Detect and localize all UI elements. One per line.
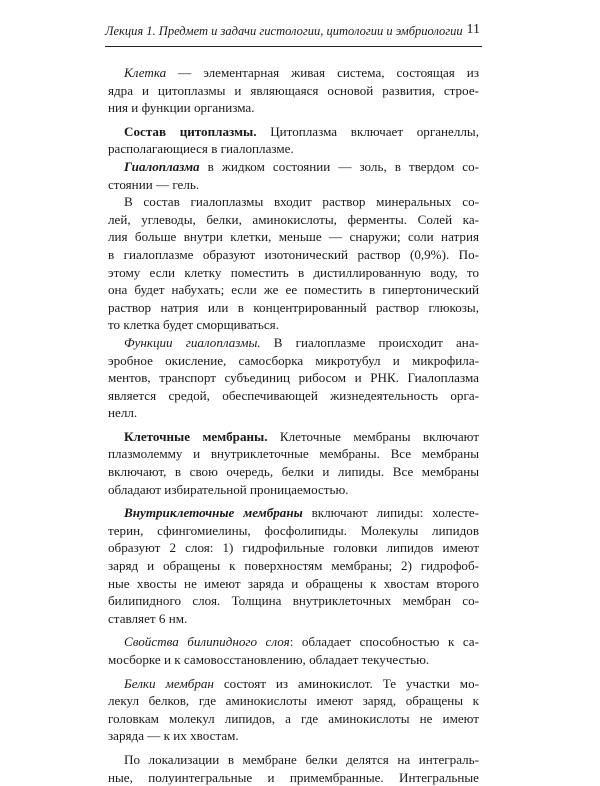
text-line: Белки мембран состоят из аминокислот. Те участки мо-	[124, 675, 479, 691]
text-line: По локализации в мембране белки делятся на интеграль-	[124, 751, 479, 767]
text-line: Клеточные мембраны. Клеточные мембраны включают	[124, 428, 480, 444]
text-line: ные, полуинтегральные и примембранные. Интегральные	[108, 769, 479, 785]
text-line: лей, углеводы, белки, аминокислоты, ферменты. Солей ка-	[108, 211, 479, 227]
text-line: ные хвосты не имеют заряда и обращены к хвостам второго	[108, 575, 479, 591]
heading-sostav-citoplazmy: Состав цитоплазмы.	[124, 123, 257, 139]
text-line: стоянии — гель.	[108, 176, 200, 192]
text-line: ставляет 6 нм.	[108, 610, 188, 626]
text-line: этому если клетку поместить в дистиллированную воду, то	[108, 264, 479, 280]
page-number: 11	[466, 22, 480, 37]
text-line: В состав гиалоплазмы входит раствор минеральных со-	[124, 194, 479, 210]
text-line: плазмолемму и внутриклеточные мембраны. Все мембраны	[108, 446, 479, 462]
text-line: заряда — к их хвостам.	[108, 728, 239, 744]
text-line: ментов, транспорт субъединиц рибосом и РНК. Гиалоплазма	[108, 370, 479, 386]
term-svoistva-bilipidnogo-sloya: Свойства билипидного слоя	[124, 634, 290, 650]
text-line: головкам молекул липидов, а где аминокислоты не имеют	[108, 710, 479, 726]
text-line: нелл.	[108, 405, 138, 421]
text-line: ния и функции организма.	[108, 100, 255, 116]
text-line: обладают избирательной проницаемостью.	[108, 481, 349, 497]
text-line: Свойства билипидного слоя: обладает способностью к са-	[124, 634, 479, 650]
text-line: лия больше внутри клетки, меньше — снаружи; соли натрия	[108, 229, 479, 245]
running-header	[105, 22, 482, 47]
text-line: Клетка — элементарная живая система, состоящая из	[124, 65, 479, 80]
text-line: ядра и цитоплазмы и являющаяся основой развития, строе-	[108, 82, 479, 98]
text-line: она будет набухать; если же ее поместить в гипертонический	[108, 282, 479, 298]
text-line: Внутриклеточные мембраны включают липиды: холесте-	[124, 505, 479, 521]
term-vnutrikletochnye-membrany: Внутриклеточные мембраны	[124, 505, 303, 521]
text-line: терин, сфингомиелины, фосфолипиды. Молекулы липидов	[108, 522, 479, 538]
text-line: то клетка будет сморщиваться.	[108, 317, 279, 333]
running-header-title: Лекция 1. Предмет и задачи гистологии, цитологии и эмбриологии	[105, 24, 463, 38]
body-text	[108, 64, 479, 786]
text-line: эробное окисление, самосборка микротубул и микрофила-	[108, 352, 479, 368]
heading-kletochnye-membrany: Клеточные мембраны.	[124, 428, 268, 444]
term-funkcii-gialoplazmy: Функции гиалоплазмы.	[124, 334, 261, 350]
text-line: лекул белков, где аминокислоты имеют заряд, обращены к	[108, 693, 479, 709]
text-line: образуют 2 слоя: 1) гидрофильные головки липидов имеют	[108, 540, 479, 556]
text-line: раствор натрия или в концентрированный раствор глюкозы,	[108, 299, 479, 315]
text-line: располагающиеся в гиалоплазме.	[108, 141, 294, 157]
text-line: в гиалоплазме образуют изотонический раствор (0,9%). По-	[108, 246, 479, 262]
term-belki-membran: Белки мембран	[124, 675, 214, 691]
text-line: является средой, обеспечивающей жизнедеятельность орга-	[108, 387, 479, 403]
text-line: включают, в свою очередь, белки и липиды. Все мембраны	[108, 464, 479, 480]
text-line: мосборке и к самовосстановлению, обладает текучестью.	[108, 652, 430, 667]
text-line: Функции гиалоплазмы. В гиалоплазме происходит ана-	[124, 334, 479, 350]
text-line: Гиалоплазма в жидком состоянии — золь, в твердом со-	[124, 158, 479, 174]
text-line: Состав цитоплазмы. Цитоплазма включает органеллы,	[124, 123, 479, 139]
term-kletka: Клетка	[124, 65, 167, 80]
text-line: билипидного слоя. Толщина внутриклеточных мембран со-	[108, 593, 479, 609]
term-gialoplazma: Гиалоплазма	[124, 158, 200, 174]
text-line: заряд и обращены к поверхностям мембраны; 2) гидрофоб-	[108, 558, 479, 574]
